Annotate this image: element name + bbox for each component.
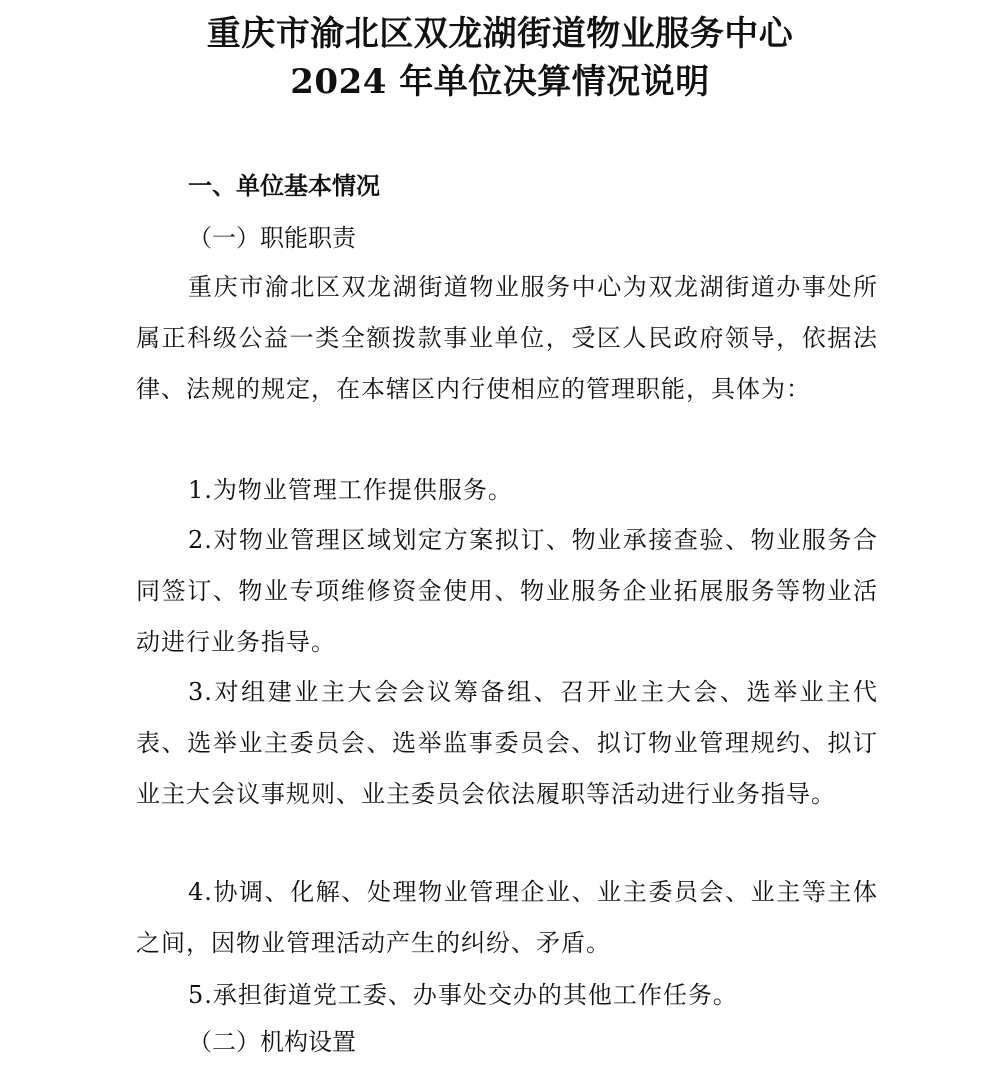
function-item-1: 1.为物业管理工作提供服务。 [188,476,513,504]
subsection-heading-functions: （一）职能职责 [188,224,356,252]
document-title-line-1: 重庆市渝北区双龙湖街道物业服务中心 [206,14,794,54]
section-heading-basic-info: 一、单位基本情况 [188,171,380,200]
function-item-2: 2.对物业管理区域划定方案拟订、物业承接查验、物业服务合同签订、物业专项维修资金使用、物业服务企业拓展服务等物业活动进行业务指导。 [136,526,878,656]
subsection-heading-organization: （二）机构设置 [188,1028,356,1056]
functions-intro-paragraph: 重庆市渝北区双龙湖街道物业服务中心为双龙湖街道办事处所属正科级公益一类全额拨款事业单位，受区人民政府领导，依据法律、法规的规定，在本辖区内行使相应的管理职能，具体为： [136,273,878,403]
function-item-3: 3.对组建业主大会会议筹备组、召开业主大会、选举业主代表、选举业主委员会、选举监事委员会、拟订物业管理规约、拟订业主大会议事规则、业主委员会依法履职等活动进行业务指导。 [136,678,878,808]
function-item-4: 4.协调、化解、处理物业管理企业、业主委员会、业主等主体之间，因物业管理活动产生的纠纷、矛盾。 [136,878,878,957]
document-title-line-2: 2024 年单位决算情况说明 [290,62,710,102]
function-item-5: 5.承担街道党工委、办事处交办的其他工作任务。 [188,981,738,1009]
